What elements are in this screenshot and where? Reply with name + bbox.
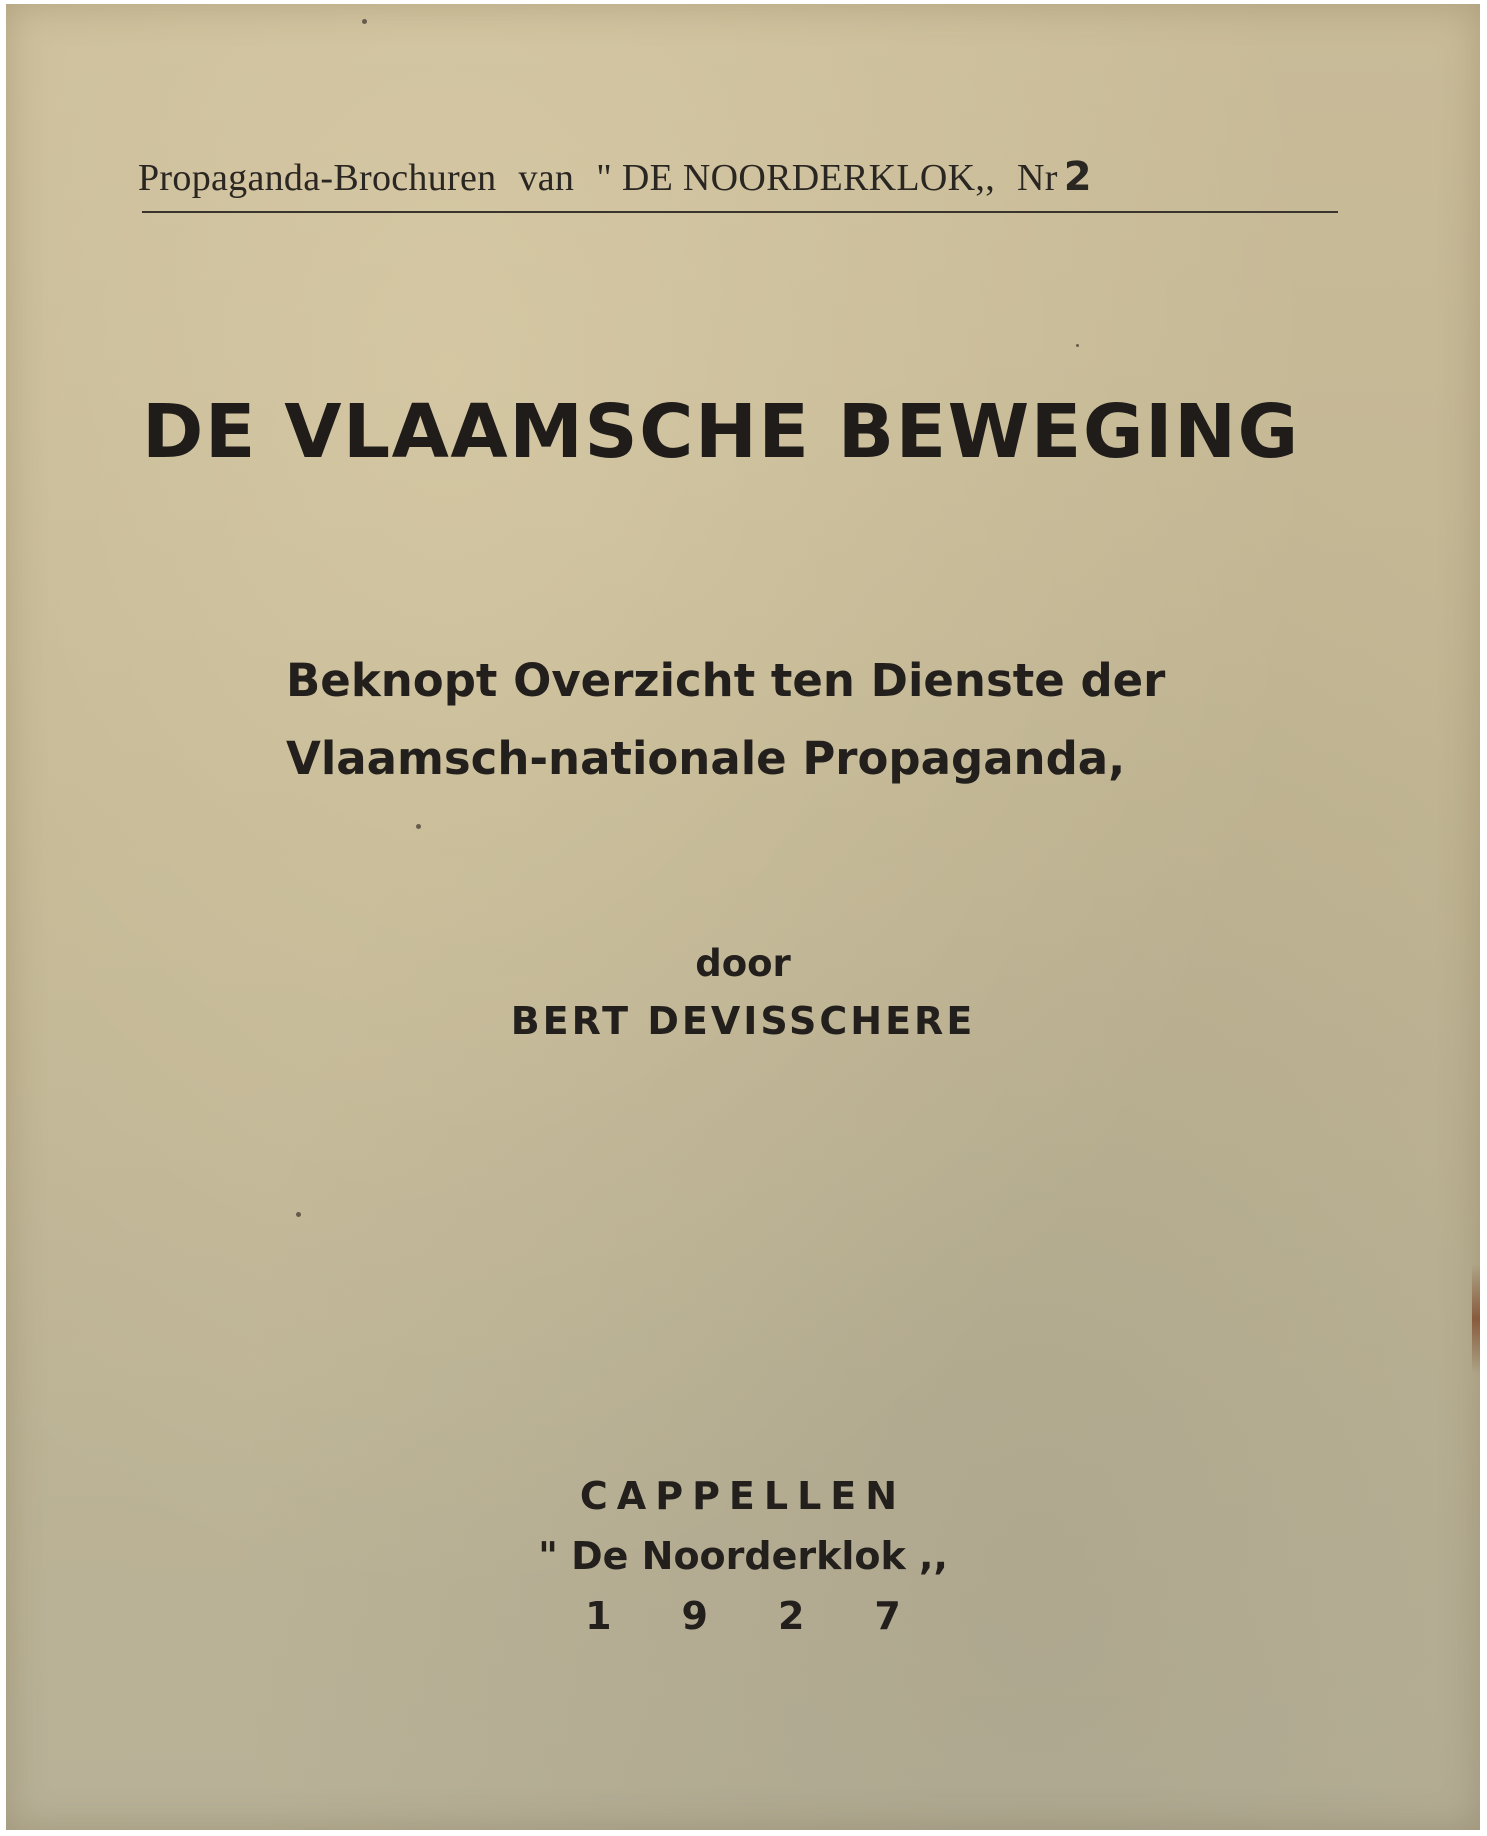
subtitle-line-1: Beknopt Overzicht ten Dienste der <box>286 654 1166 707</box>
series-nr-label: Nr <box>1017 157 1058 199</box>
imprint-year: 1927 <box>585 1594 971 1638</box>
author-name: BERT DEVISSCHERE <box>510 999 976 1043</box>
series-van: van <box>518 157 575 199</box>
series-label: Propaganda-Brochuren <box>138 157 497 199</box>
imprint-city: CAPPELLEN <box>579 1474 907 1518</box>
header-rule <box>142 211 1338 213</box>
paper-speck <box>296 1212 301 1217</box>
paper-speck <box>416 824 421 829</box>
paper-speck <box>1076 344 1079 347</box>
series-number: 2 <box>1063 154 1092 200</box>
series-line <box>138 154 1338 212</box>
main-title: DE VLAAMSCHE BEWEGING <box>142 389 1300 475</box>
series-name: " DE NOORDERKLOK,, <box>596 157 995 199</box>
paper-speck <box>362 19 367 24</box>
by-label: door <box>695 942 791 985</box>
imprint-publisher: " De Noorderklok ,, <box>538 1534 948 1578</box>
subtitle-line-2: Vlaamsch-nationale Propaganda, <box>286 732 1126 785</box>
brochure-cover <box>6 4 1480 1830</box>
